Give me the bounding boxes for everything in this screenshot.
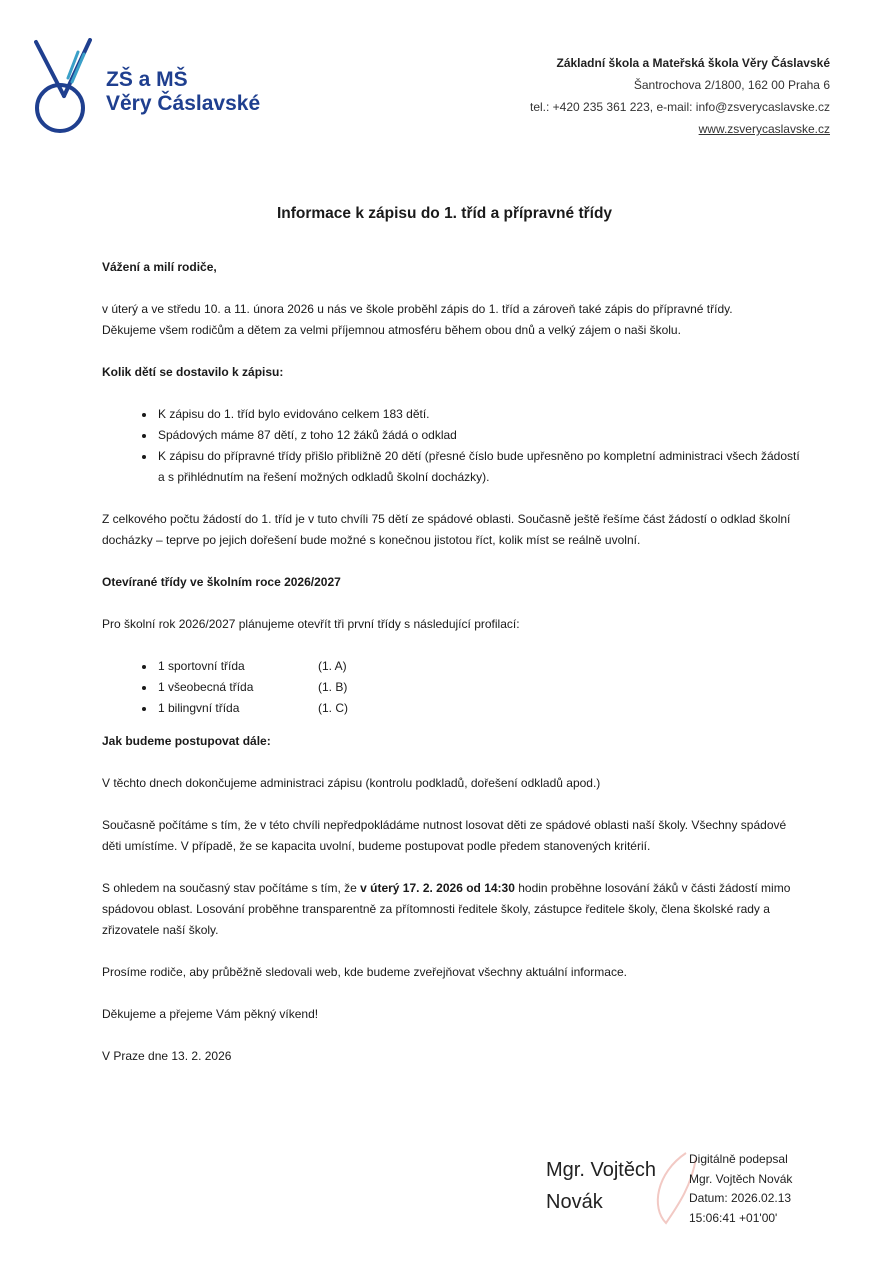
class-name: 1 sportovní třída — [158, 659, 245, 673]
class-item — [156, 656, 802, 677]
signature-info-line-3: Datum: 2026.02.13 — [689, 1191, 792, 1205]
school-name: Základní škola a Mateřská škola Věry Čáslavské — [556, 56, 830, 70]
intro-paragraph: v úterý a ve středu 10. a 11. února 2026 u nás ve škole proběhl zápis do 1. tříd a zároveň také zápis do přípravné třídy. — [102, 302, 733, 316]
closing-thanks: Děkujeme a přejeme Vám pěkný víkend! — [102, 1007, 319, 1021]
signature-info-line-1: Digitálně podepsal — [689, 1152, 788, 1166]
next-paragraph-1: V těchto dnech dokončujeme administraci zápisu (kontrolu podkladů, dořešení odkladů apod.) — [102, 776, 601, 790]
list-item: • K zápisu do přípravné třídy přišlo přibližně 20 dětí (přesné číslo bude upřesněno po kompletní administraci všech žádostí a s přihlédnutím na řešení možných odkladů školní docházky). — [156, 446, 802, 488]
school-address: Šantrochova 2/1800, 162 00 Praha 6 — [633, 78, 830, 92]
count-summary-paragraph: Z celkového počtu žádostí do 1. tříd je v tuto chvíli 75 dětí ze spádové oblasti. Současně ještě řešíme část žádostí o odklad školní docházky – teprve po jejich dořešení bude možné s konečnou jistotou říct, kolik míst se reálně uvolní. — [102, 512, 791, 547]
classes-intro: Pro školní rok 2026/2027 plánujeme otevřít tři první třídy s následující profilací: — [102, 617, 520, 631]
class-name: 1 bilingvní třída — [158, 701, 240, 715]
logo-line-1: ZŠ a MŠ — [106, 68, 188, 91]
next-paragraph-4: Prosíme rodiče, aby průběžně sledovali web, kde budeme zveřejňovat všechny aktuální informace. — [102, 965, 627, 979]
signature-name-line-2: Novák — [546, 1191, 603, 1213]
class-item — [156, 677, 802, 698]
class-code: (1. A) — [318, 659, 347, 673]
list-item: • Spádových máme 87 dětí, z toho 12 žáků žádá o odklad — [156, 425, 802, 446]
digital-signature — [546, 1150, 846, 1230]
lottery-date: v úterý 17. 2. 2026 od 14:30 — [360, 881, 515, 895]
lottery-text-end: hodin proběhne losování žáků v části žádostí mimo spádovou oblast. Losování proběhne transparentně za přítomnosti ředitele školy, zástupce ředitele školy, člena školské rady a zřizovatele naší školy. — [102, 881, 791, 937]
count-list — [102, 404, 802, 488]
class-code: (1. B) — [318, 680, 348, 694]
logo-emblem-icon — [34, 38, 104, 138]
list-item: • K zápisu do 1. tříd bylo evidováno celkem 183 dětí. — [156, 404, 802, 425]
document-title: Informace k zápisu do 1. tříd a přípravné třídy — [276, 205, 613, 222]
classes-list — [102, 656, 802, 719]
date-line: V Praze dne 13. 2. 2026 — [102, 1049, 232, 1063]
class-name: 1 všeobecná třída — [158, 680, 254, 694]
next-paragraph-2: Současně počítáme s tím, že v této chvíli nepředpokládáme nutnost losovat děti ze spádové oblasti naší školy. Všechny spádové děti umístíme. V případě, že se kapacita uvolní, budeme postupovat podle předem stanovených kritérií. — [102, 818, 787, 853]
signature-info-line-2: Mgr. Vojtěch Novák — [689, 1171, 793, 1186]
logo-line-2: Věry Čáslavské — [106, 92, 261, 115]
thanks-paragraph: Děkujeme všem rodičům a dětem za velmi příjemnou atmosféru během obou dnů a velký zájem o naši školu. — [102, 323, 681, 337]
next-paragraph-3 — [102, 878, 802, 941]
school-contact: tel.: +420 235 361 223, e-mail: info@zsverycaslavske.cz — [530, 100, 830, 114]
document-body — [102, 257, 802, 1067]
school-letterhead — [530, 52, 830, 140]
school-logo — [34, 38, 284, 138]
lottery-text-start: S ohledem na současný stav počítáme s tím, že — [102, 881, 361, 895]
section-heading-count: Kolik dětí se dostavilo k zápisu: — [102, 365, 284, 379]
school-website-link[interactable]: www.zsverycaslavske.cz — [698, 122, 830, 136]
signature-info-line-4: 15:06:41 +01'00' — [689, 1210, 778, 1225]
class-code: (1. C) — [318, 701, 348, 715]
section-heading-classes: Otevírané třídy ve školním roce 2026/2027 — [102, 575, 341, 589]
class-item — [156, 698, 802, 719]
signature-name-line-1: Mgr. Vojtěch — [546, 1159, 657, 1181]
section-heading-next: Jak budeme postupovat dále: — [102, 734, 271, 748]
greeting: Vážení a milí rodiče, — [102, 260, 217, 274]
